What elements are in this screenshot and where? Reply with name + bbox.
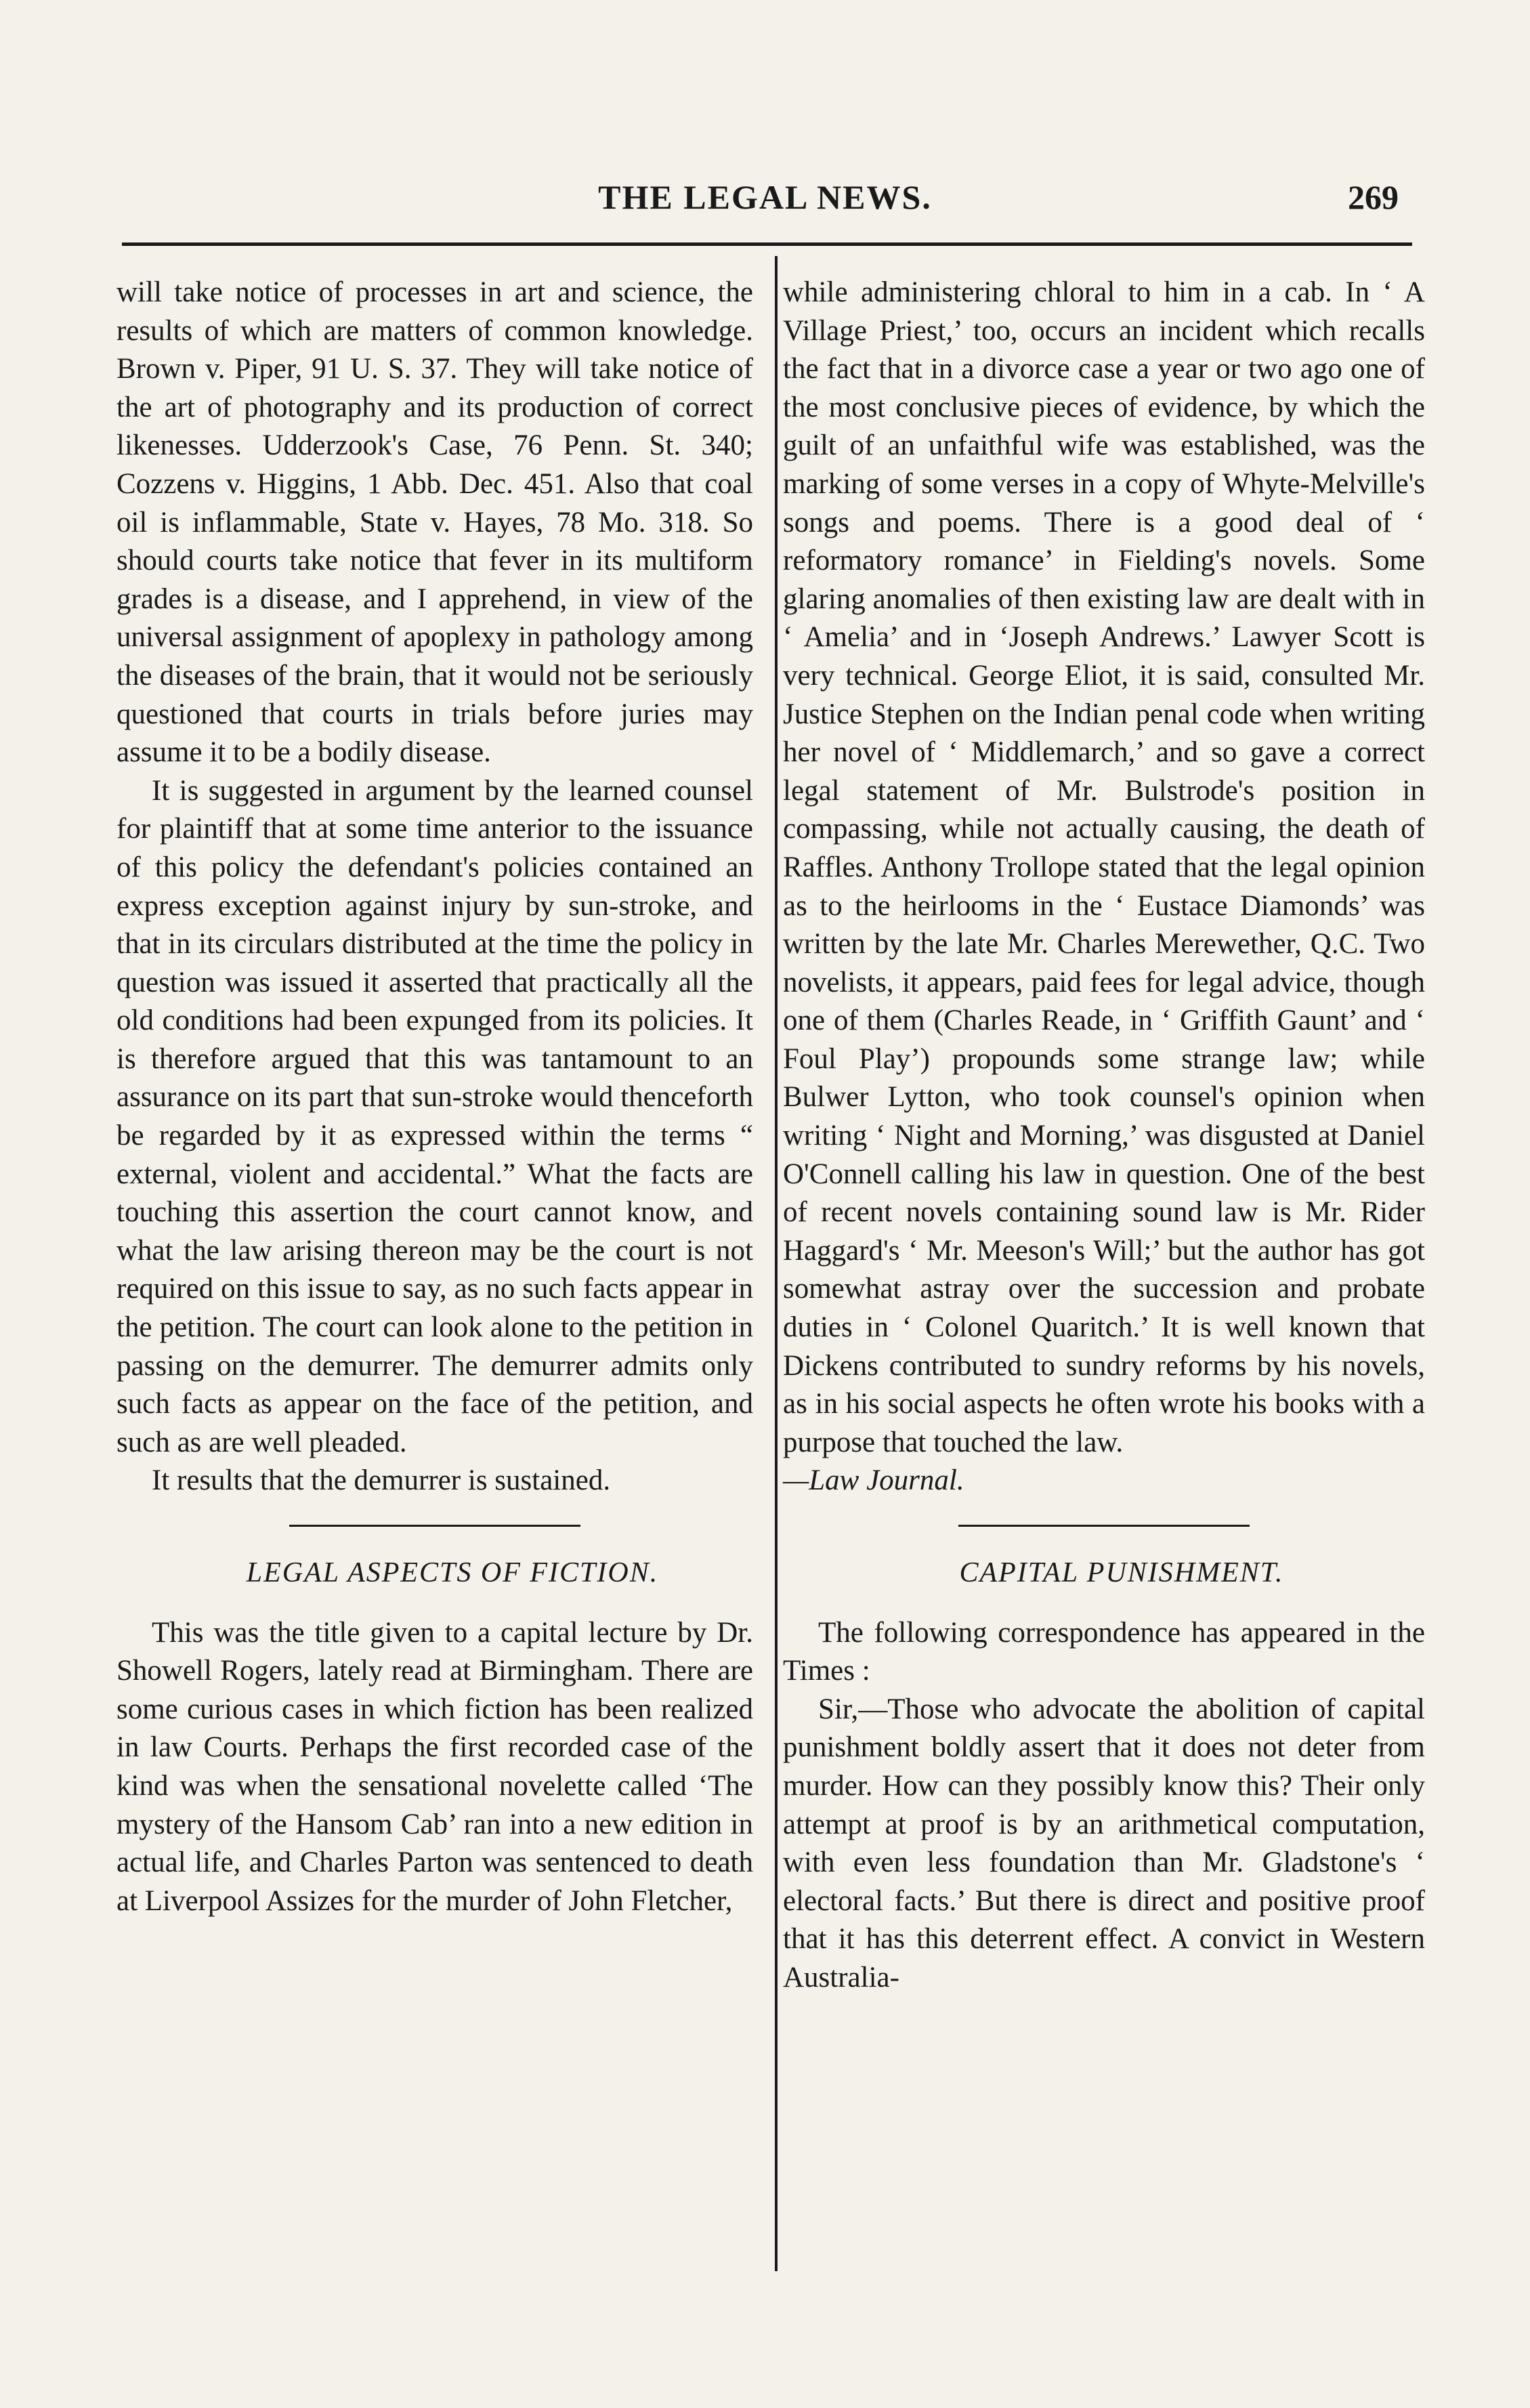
section-rule (958, 1525, 1250, 1527)
section-rule (289, 1525, 580, 1527)
right-column (783, 274, 1425, 1998)
letter-paragraph: Sir,—Those who advocate the abolition of capital punishment boldly assert that it does not deter from murder. How can they possibly know this? Their only attempt at proof is by an arithmetical computation, with even less foundation than Mr. Gladstone's ‘ electoral facts.’ But there is direct and positive proof that it has this deterrent effect. A convict in Western Australia- (783, 1693, 1425, 1993)
left-column (116, 274, 753, 1920)
paragraph: It is suggested in argument by the learned counsel for plaintiff that at some time anterior to the issuance of this policy the defendant's policies contained an express exception against injury by sun-stroke, and that in its circulars distributed at the time the policy in question was issued it asserted that practically all the old conditions had been expunged from its policies. It is therefore argued that this was tantamount to an assurance on its part that sun-stroke would thenceforth be regarded by it as expressed within the terms “ external, violent and accidental.” What the facts are touching this assertion the court cannot know, and what the law arising thereon may be the court is not required on this issue to say, as no such facts appear in the petition. The court can look alone to the petition in passing on the demurrer. The demurrer admits only such facts as appear on the face of the petition, and such as are well pleaded. (116, 774, 753, 1458)
section-heading: LEGAL ASPECTS OF FICTION. (246, 1557, 659, 1588)
paragraph: while administering chloral to him in a cab. In ‘ A Village Priest,’ too, occurs an incident which recalls the fact that in a divorce case a year or two ago one of the most conclusive pieces of evidence, by which the guilt of an unfaithful wife was established, was the marking of some verses in a copy of Whyte-Melville's songs and poems. There is a good deal of ‘ reformatory romance’ in Fielding's novels. Some glaring anomalies of then existing law are dealt with in ‘ Amelia’ and in ‘Joseph Andrews.’ Lawyer Scott is very technical. George Eliot, it is said, consulted Mr. Justice Stephen on the Indian penal code when writing her novel of ‘ Middlemarch,’ and so gave a correct legal statement of Mr. Bulstrode's position in compassing, while not actually causing, the death of Raffles. Anthony Trollope stated that the legal opinion as to the heirlooms in the ‘ Eustace Diamonds’ was written by the late Mr. Charles Merewether, Q.C. Two novelists, it appears, paid fees for legal advice, though one of them (Charles Reade, in ‘ Griffith Gaunt’ and ‘ Foul Play’) propounds some strange law; while Bulwer Lytton, who took counsel's opinion when writing ‘ Night and Morning,’ was disgusted at Daniel O'Connell calling his law in question. One of the best of recent novels containing sound law is Mr. Rider Haggard's ‘ Mr. Meeson's Will;’ but the author has got somewhat astray over the succession and probate duties in ‘ Colonel Quaritch.’ It is well known that Dickens contributed to sundry reforms by his novels, as in his social aspects he often wrote his books with a purpose that touched the law. (783, 276, 1425, 1458)
section-heading: CAPITAL PUNISHMENT. (959, 1557, 1284, 1588)
column-divider (775, 256, 778, 2271)
page-title: THE LEGAL NEWS. (598, 178, 932, 216)
paragraph: The following correspondence has appeared in the Times : (783, 1616, 1425, 1687)
page-number: 269 (1348, 178, 1399, 216)
paragraph: will take notice of processes in art and science, the results of which are matters of common knowledge. Brown v. Piper, 91 U. S. 37. They will take notice of the art of photography and its production of correct likenesses. Udderzook's Case, 76 Penn. St. 340; Cozzens v. Higgins, 1 Abb. Dec. 451. Also that coal oil is inflammable, State v. Hayes, 78 Mo. 318. So should courts take notice that fever in its multiform grades is a disease, and I apprehend, in view of the universal assignment of apoplexy in pathology among the diseases of the brain, that it would not be seriously questioned that courts in trials before juries may assume it to be a bodily disease. (116, 276, 753, 769)
paragraph: It results that the demurrer is sustained. (152, 1464, 611, 1497)
paragraph: This was the title given to a capital lecture by Dr. Showell Rogers, lately read at Birmingham. There are some curious cases in which fiction has been realized in law Courts. Perhaps the first recorded case of the kind was when the sensational novelette called ‘The mystery of the Hansom Cab’ ran into a new edition in actual life, and Charles Parton was sentenced to death at Liverpool Assizes for the murder of John Fletcher, (116, 1616, 753, 1917)
attribution: —Law Journal. (783, 1464, 964, 1497)
header-rule (122, 242, 1412, 246)
